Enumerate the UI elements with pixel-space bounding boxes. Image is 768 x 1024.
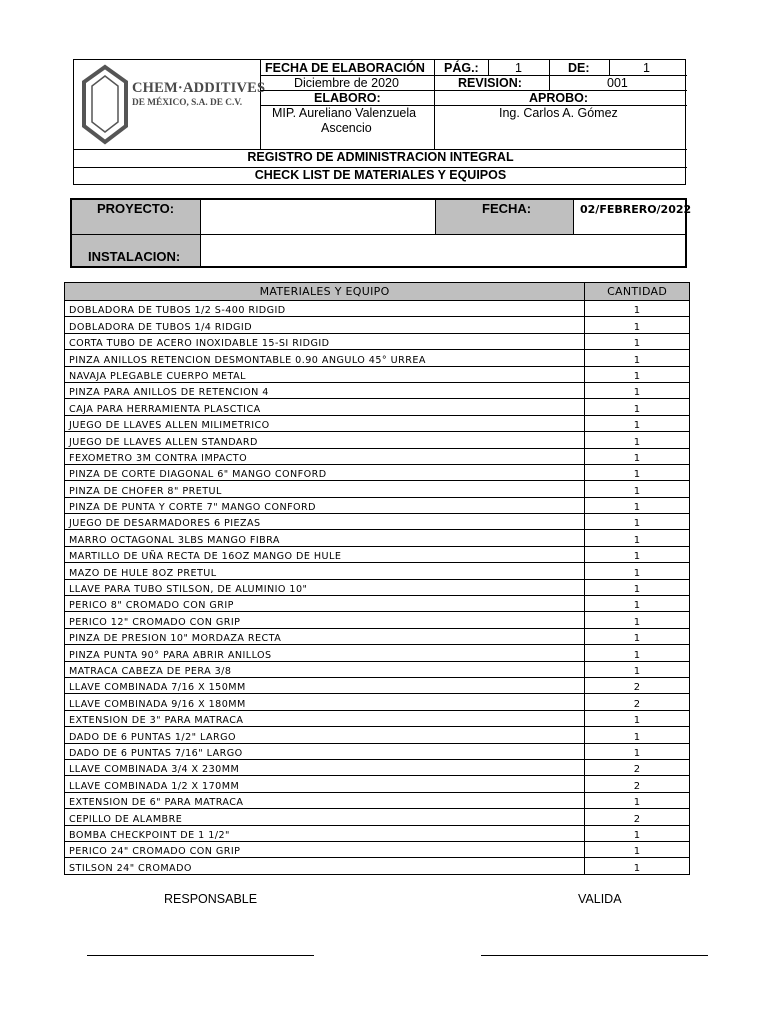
- company-logo: [74, 60, 266, 149]
- material-quantity: 1: [585, 448, 690, 464]
- material-name: PERICO 24" CROMADO CON GRIP: [65, 841, 585, 857]
- material-quantity: 1: [585, 514, 690, 530]
- material-name: DADO DE 6 PUNTAS 1/2" LARGO: [65, 727, 585, 743]
- material-quantity: 1: [585, 579, 690, 595]
- material-name: LLAVE COMBINADA 1/2 X 170MM: [65, 776, 585, 792]
- responsable-signature-line: [87, 955, 314, 956]
- de-label: DE:: [568, 61, 590, 75]
- material-quantity: 1: [585, 481, 690, 497]
- material-quantity: 1: [585, 366, 690, 382]
- material-name: JUEGO DE LLAVES ALLEN STANDARD: [65, 432, 585, 448]
- table-row: [65, 825, 690, 841]
- table-row: [65, 399, 690, 415]
- header-cantidad: CANTIDAD: [585, 283, 690, 301]
- table-row: [65, 563, 690, 579]
- fecha-elaboracion-label: FECHA DE ELABORACIÓN: [265, 61, 425, 75]
- table-row: [65, 661, 690, 677]
- material-quantity: 1: [585, 858, 690, 874]
- material-quantity: 1: [585, 432, 690, 448]
- material-name: FEXOMETRO 3M CONTRA IMPACTO: [65, 448, 585, 464]
- material-quantity: 2: [585, 759, 690, 775]
- company-name: CHEM·ADDITIVES: [132, 80, 266, 96]
- pag-value: 1: [515, 61, 522, 75]
- material-name: EXTENSION DE 3" PARA MATRACA: [65, 710, 585, 726]
- responsable-label: RESPONSABLE: [164, 892, 258, 906]
- table-row: [65, 333, 690, 349]
- material-name: LLAVE COMBINADA 7/16 X 150MM: [65, 677, 585, 693]
- material-name: DOBLADORA DE TUBOS 1/4 RIDGID: [65, 317, 585, 333]
- material-name: EXTENSION DE 6" PARA MATRACA: [65, 792, 585, 808]
- material-quantity: 1: [585, 841, 690, 857]
- material-name: NAVAJA PLEGABLE CUERPO METAL: [65, 366, 585, 382]
- header-materiales: MATERIALES Y EQUIPO: [65, 283, 585, 301]
- material-quantity: 1: [585, 382, 690, 398]
- fecha-value: 02/FEBRERO/2022: [580, 203, 692, 216]
- material-quantity: 1: [585, 399, 690, 415]
- table-row: [65, 694, 690, 710]
- table-row: [65, 448, 690, 464]
- material-name: JUEGO DE LLAVES ALLEN MILIMETRICO: [65, 415, 585, 431]
- material-quantity: 1: [585, 530, 690, 546]
- table-row: [65, 759, 690, 775]
- material-name: PERICO 8" CROMADO CON GRIP: [65, 596, 585, 612]
- table-row: [65, 546, 690, 562]
- table-row: [65, 350, 690, 366]
- company-subtitle: DE MÉXICO, S.A. DE C.V.: [132, 98, 243, 108]
- material-name: LLAVE COMBINADA 3/4 X 230MM: [65, 759, 585, 775]
- material-quantity: 1: [585, 333, 690, 349]
- table-row: [65, 415, 690, 431]
- material-quantity: 2: [585, 809, 690, 825]
- material-quantity: 2: [585, 694, 690, 710]
- valida-signature-line: [481, 955, 708, 956]
- material-name: PINZA PARA ANILLOS DE RETENCION 4: [65, 382, 585, 398]
- material-name: CAJA PARA HERRAMIENTA PLASCTICA: [65, 399, 585, 415]
- material-name: MAZO DE HULE 8OZ PRETUL: [65, 563, 585, 579]
- material-quantity: 1: [585, 825, 690, 841]
- table-row: [65, 841, 690, 857]
- material-quantity: 1: [585, 727, 690, 743]
- elaboro-name-line1: MIP. Aureliano Valenzuela: [272, 106, 417, 120]
- table-row: [65, 776, 690, 792]
- table-row: [65, 464, 690, 480]
- table-row: [65, 809, 690, 825]
- material-name: PINZA ANILLOS RETENCION DESMONTABLE 0.90 ANGULO 45° URREA: [65, 350, 585, 366]
- table-row: [65, 382, 690, 398]
- table-row: [65, 301, 690, 317]
- material-name: PINZA DE CHOFER 8" PRETUL: [65, 481, 585, 497]
- material-quantity: 1: [585, 743, 690, 759]
- document-header: [73, 59, 686, 185]
- table-row: [65, 432, 690, 448]
- material-name: JUEGO DE DESARMADORES 6 PIEZAS: [65, 514, 585, 530]
- material-quantity: 1: [585, 596, 690, 612]
- table-row: [65, 579, 690, 595]
- material-name: PERICO 12" CROMADO CON GRIP: [65, 612, 585, 628]
- table-row: [65, 645, 690, 661]
- material-name: LLAVE PARA TUBO STILSON, DE ALUMINIO 10": [65, 579, 585, 595]
- table-row: [65, 743, 690, 759]
- materials-table: [64, 282, 690, 875]
- material-quantity: 1: [585, 415, 690, 431]
- instalacion-label: INSTALACION:: [88, 249, 181, 264]
- material-quantity: 1: [585, 563, 690, 579]
- project-info: [70, 198, 692, 268]
- table-row: [65, 710, 690, 726]
- checklist-title: CHECK LIST DE MATERIALES Y EQUIPOS: [254, 168, 507, 182]
- pag-label: PÁG.:: [444, 61, 479, 75]
- table-row: [65, 481, 690, 497]
- fecha-label: FECHA:: [482, 201, 532, 216]
- table-row: [65, 792, 690, 808]
- material-quantity: 2: [585, 776, 690, 792]
- material-name: DOBLADORA DE TUBOS 1/2 S-400 RIDGID: [65, 301, 585, 317]
- material-name: MARTILLO DE UÑA RECTA DE 16OZ MANGO DE HULE: [65, 546, 585, 562]
- material-name: PINZA DE PRESION 10" MORDAZA RECTA: [65, 628, 585, 644]
- table-row: [65, 858, 690, 874]
- material-name: PINZA PUNTA 90° PARA ABRIR ANILLOS: [65, 645, 585, 661]
- valida-label: VALIDA: [578, 892, 622, 906]
- material-quantity: 1: [585, 710, 690, 726]
- material-name: CEPILLO DE ALAMBRE: [65, 809, 585, 825]
- table-row: [65, 366, 690, 382]
- material-name: PINZA DE PUNTA Y CORTE 7" MANGO CONFORD: [65, 497, 585, 513]
- table-row: [65, 677, 690, 693]
- material-name: PINZA DE CORTE DIAGONAL 6" MANGO CONFORD: [65, 464, 585, 480]
- revision-value: 001: [607, 76, 628, 90]
- hexagon-logo-icon: [80, 64, 130, 146]
- table-header-row: [65, 283, 690, 301]
- table-row: [65, 628, 690, 644]
- material-quantity: 1: [585, 350, 690, 366]
- material-quantity: 1: [585, 792, 690, 808]
- material-quantity: 1: [585, 464, 690, 480]
- material-quantity: 2: [585, 677, 690, 693]
- material-quantity: 1: [585, 497, 690, 513]
- material-name: STILSON 24" CROMADO: [65, 858, 585, 874]
- material-quantity: 1: [585, 317, 690, 333]
- aprobo-label: APROBO:: [529, 91, 589, 105]
- table-row: [65, 596, 690, 612]
- elaboro-name-line2: Ascencio: [321, 121, 372, 135]
- table-row: [65, 514, 690, 530]
- de-value: 1: [643, 61, 650, 75]
- proyecto-label: PROYECTO:: [97, 201, 175, 216]
- table-row: [65, 497, 690, 513]
- fecha-elaboracion-value: Diciembre de 2020: [294, 76, 399, 90]
- material-quantity: 1: [585, 661, 690, 677]
- material-quantity: 1: [585, 546, 690, 562]
- material-quantity: 1: [585, 612, 690, 628]
- table-row: [65, 317, 690, 333]
- registro-title: REGISTRO DE ADMINISTRACION INTEGRAL: [247, 150, 514, 164]
- material-name: BOMBA CHECKPOINT DE 1 1/2": [65, 825, 585, 841]
- table-row: [65, 727, 690, 743]
- elaboro-label: ELABORO:: [314, 91, 381, 105]
- material-quantity: 1: [585, 645, 690, 661]
- aprobo-name: Ing. Carlos A. Gómez: [499, 106, 618, 120]
- revision-label: REVISION:: [458, 76, 522, 90]
- material-name: DADO DE 6 PUNTAS 7/16" LARGO: [65, 743, 585, 759]
- material-quantity: 1: [585, 628, 690, 644]
- table-row: [65, 612, 690, 628]
- material-name: MARRO OCTAGONAL 3LBS MANGO FIBRA: [65, 530, 585, 546]
- table-row: [65, 530, 690, 546]
- material-name: LLAVE COMBINADA 9/16 X 180MM: [65, 694, 585, 710]
- material-name: MATRACA CABEZA DE PERA 3/8: [65, 661, 585, 677]
- material-quantity: 1: [585, 301, 690, 317]
- material-name: CORTA TUBO DE ACERO INOXIDABLE 15-SI RIDGID: [65, 333, 585, 349]
